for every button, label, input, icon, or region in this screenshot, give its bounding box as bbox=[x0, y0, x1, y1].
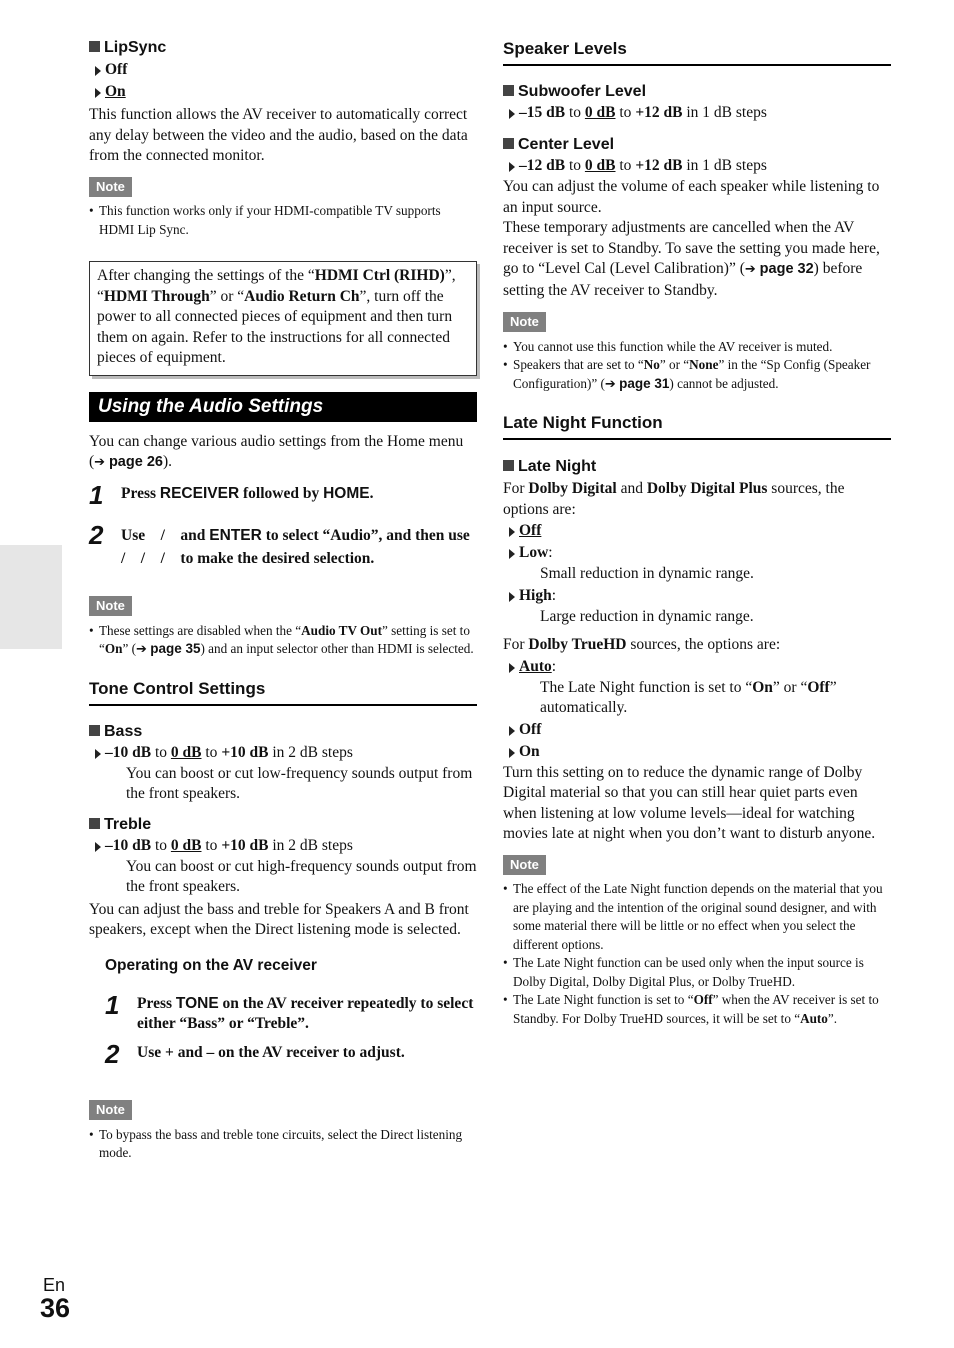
hdmi-settings-box: After changing the settings of the “HDMI Ctrl (RIHD)”, “HDMI Through” or “Audio Return Ch”, turn off the power to all connected pieces of equipment and then turn them on again. Refer to the instructions for all connected pieces of equipment. bbox=[89, 261, 477, 376]
audio-settings-intro: You can change various audio settings from the Home menu (➔ page 26). bbox=[89, 432, 464, 470]
lipsync-option-off: Off bbox=[105, 59, 477, 81]
late-night-option-high-desc: Large reduction in dynamic range. bbox=[540, 607, 754, 625]
subwoofer-level-range: –15 dB to 0 dB to +12 dB in 1 dB steps bbox=[519, 102, 891, 124]
tone-step-2: 2 Use + and – on the AV receiver to adjust. bbox=[105, 1038, 405, 1069]
late-night-truehd-intro: For Dolby TrueHD sources, the options are: bbox=[503, 636, 781, 653]
late-night-note-1: • The effect of the Late Night function depends on the material that you are playing and the intention of the original sound designer, and with some material there will be little or no effect when you select the different options. bbox=[503, 881, 883, 952]
bass-heading: Bass bbox=[89, 722, 477, 742]
speaker-levels-section-title: Speaker Levels bbox=[503, 38, 891, 66]
side-tab bbox=[0, 545, 62, 649]
subwoofer-level-heading: Subwoofer Level bbox=[503, 82, 891, 102]
audio-settings-note: • These settings are disabled when the “Audio TV Out” setting is set to “On” (➔ page 35) and an input selector other than HDMI is selected. bbox=[89, 622, 474, 657]
late-night-option-auto-desc: The Late Night function is set to “On” or “Off” automatically. bbox=[540, 678, 837, 716]
late-night-option-on-2: On bbox=[519, 741, 891, 763]
square-bullet-icon bbox=[503, 138, 514, 149]
late-night-heading: Late Night bbox=[503, 457, 891, 477]
note-label: Note bbox=[89, 177, 132, 197]
right-column bbox=[503, 38, 891, 1028]
arrow-right-icon: ➔ bbox=[604, 376, 616, 392]
treble-heading: Treble bbox=[89, 815, 477, 835]
late-night-intro: For Dolby Digital and Dolby Digital Plus sources, the options are: bbox=[503, 480, 845, 518]
audio-settings-banner: Using the Audio Settings bbox=[89, 392, 477, 422]
bass-description: You can boost or cut low-frequency sounds output from the front speakers. bbox=[126, 764, 473, 802]
late-night-section-title: Late Night Function bbox=[503, 412, 891, 440]
lipsync-description: This function allows the AV receiver to automatically correct any delay between the video and the audio, based on the data from the connected monitor. bbox=[89, 106, 468, 164]
triangle-bullet-icon bbox=[509, 748, 515, 758]
operating-heading: Operating on the AV receiver bbox=[105, 956, 317, 974]
triangle-bullet-icon bbox=[509, 527, 515, 537]
center-level-heading: Center Level bbox=[503, 135, 891, 155]
tone-step-1: 1 Press TONE on the AV receiver repeatedly to select either “Bass” or “Treble”. bbox=[105, 989, 474, 1032]
triangle-bullet-icon bbox=[95, 749, 101, 759]
note-label: Note bbox=[503, 855, 546, 875]
triangle-bullet-icon bbox=[509, 109, 515, 119]
left-column bbox=[89, 38, 486, 1163]
language-label: En bbox=[43, 1275, 66, 1295]
arrow-right-icon: ➔ bbox=[744, 262, 756, 277]
triangle-bullet-icon bbox=[509, 549, 515, 559]
triangle-bullet-icon bbox=[509, 663, 515, 673]
late-night-note-2: • The Late Night function can be used only when the input source is Dolby Digital, Dolby Digital Plus, or Dolby TrueHD. bbox=[503, 955, 864, 989]
triangle-bullet-icon bbox=[95, 88, 101, 98]
triangle-bullet-icon bbox=[509, 726, 515, 736]
speaker-levels-note-2: • Speakers that are set to “No” or “None” in the “Sp Config (Speaker Configuration)” (➔ page 31) cannot be adjusted. bbox=[503, 357, 871, 392]
square-bullet-icon bbox=[503, 460, 514, 471]
square-bullet-icon bbox=[89, 725, 100, 736]
triangle-bullet-icon bbox=[95, 66, 101, 76]
late-night-option-low: Low: bbox=[519, 542, 891, 564]
late-night-option-off-2: Off bbox=[519, 719, 891, 741]
square-bullet-icon bbox=[503, 85, 514, 96]
note-label: Note bbox=[89, 1100, 132, 1120]
lipsync-note: • This function works only if your HDMI-compatible TV supports HDMI Lip Sync. bbox=[89, 203, 441, 237]
tone-note: • To bypass the bass and treble tone circuits, select the Direct listening mode. bbox=[89, 1126, 463, 1160]
note-label: Note bbox=[503, 312, 546, 332]
bass-range: –10 dB to 0 dB to +10 dB in 2 dB steps bbox=[105, 742, 477, 764]
late-night-description: Turn this setting on to reduce the dynamic range of Dolby Digital material so that you can still hear quiet parts even when listening at low volume levels—ideal for watching movies late at night when you don’t want to disturb anyone. bbox=[503, 763, 876, 842]
speaker-levels-desc1: You can adjust the volume of each speaker while listening to an input source. bbox=[503, 178, 880, 216]
late-night-option-high: High: bbox=[519, 585, 891, 607]
tone-control-section-title: Tone Control Settings bbox=[89, 678, 477, 706]
audio-step-1: 1 Press RECEIVER followed by HOME. bbox=[89, 479, 374, 510]
late-night-option-low-desc: Small reduction in dynamic range. bbox=[540, 565, 754, 582]
triangle-bullet-icon bbox=[509, 162, 515, 172]
late-night-option-auto: Auto: bbox=[519, 656, 891, 678]
audio-step-2: 2 Use / and ENTER to select “Audio”, and then use / / / to make the desired selection. bbox=[89, 520, 486, 567]
square-bullet-icon bbox=[89, 41, 100, 52]
page-number: 36 bbox=[40, 1293, 71, 1323]
center-level-range: –12 dB to 0 dB to +12 dB in 1 dB steps bbox=[519, 155, 891, 177]
speaker-levels-desc2: These temporary adjustments are cancelled when the AV receiver is set to Standby. To save the setting you made here, go to “Level Cal (Level Calibration)” (➔ page 32) before setting the AV receiver to Standby. bbox=[503, 219, 880, 299]
tone-adjust-text: You can adjust the bass and treble for Speakers A and B front speakers, except when the Direct listening mode is selected. bbox=[89, 900, 469, 938]
late-night-note-3: • The Late Night function is set to “Off” when the AV receiver is set to Standby. For Dolby TrueHD sources, it will be set to “Auto”. bbox=[503, 992, 879, 1026]
speaker-levels-note-1: • You cannot use this function while the AV receiver is muted. bbox=[503, 338, 833, 354]
late-night-option-off: Off bbox=[519, 520, 891, 542]
arrow-right-icon: ➔ bbox=[94, 455, 106, 470]
arrow-right-icon: ➔ bbox=[136, 642, 147, 657]
treble-description: You can boost or cut high-frequency sounds output from the front speakers. bbox=[126, 857, 477, 895]
triangle-bullet-icon bbox=[95, 842, 101, 852]
lipsync-option-on: On bbox=[105, 81, 477, 103]
triangle-bullet-icon bbox=[509, 592, 515, 602]
lipsync-heading: LipSync bbox=[89, 38, 477, 58]
note-label: Note bbox=[89, 596, 132, 616]
square-bullet-icon bbox=[89, 818, 100, 829]
treble-range: –10 dB to 0 dB to +10 dB in 2 dB steps bbox=[105, 835, 477, 857]
